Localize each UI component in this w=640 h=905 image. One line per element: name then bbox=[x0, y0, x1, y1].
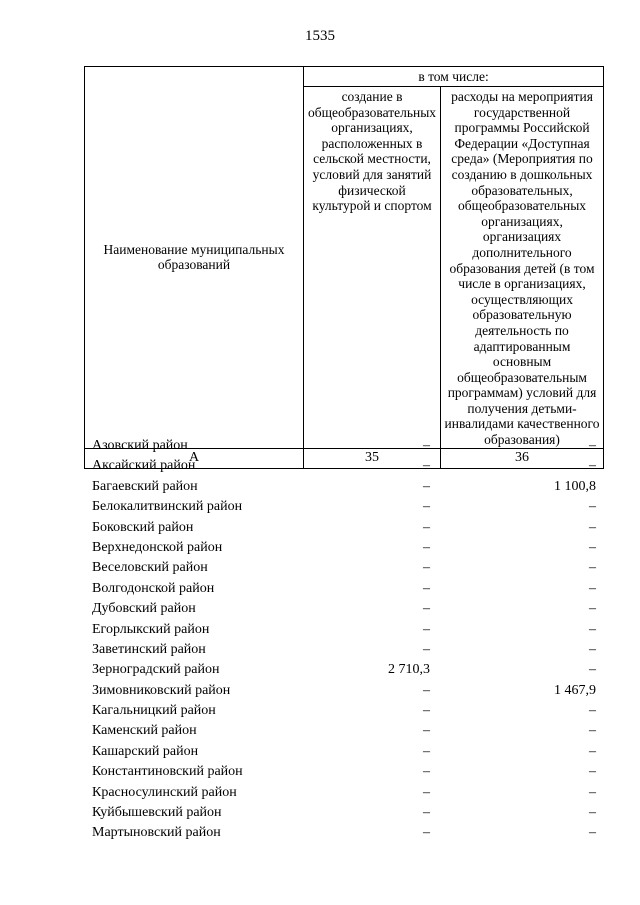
table-body bbox=[84, 436, 598, 844]
table-row bbox=[84, 477, 598, 497]
value-col-36: – bbox=[589, 743, 596, 759]
value-col-35: – bbox=[423, 458, 430, 474]
table-row bbox=[84, 783, 598, 803]
value-col-36: – bbox=[589, 805, 596, 821]
municipality-name: Куйбышевский район bbox=[92, 805, 222, 821]
table-row bbox=[84, 579, 598, 599]
value-col-36: – bbox=[589, 438, 596, 453]
header-col-36-description: расходы на мероприятия государственной программы Российской Федерации «Доступная среда» (Мероприятия по созданию в дошкольных образовательных, общеобразовательных организациях, организациях дополнительного образования детей (в том числе в организациях, осуществляющих образовательную деятельность по адаптированным основным общеобразовательным программам) условий для получения детьми-инвалидами качественного образования) bbox=[441, 87, 604, 449]
value-col-36: – bbox=[589, 784, 596, 800]
table-row bbox=[84, 558, 598, 578]
value-col-35: – bbox=[423, 825, 430, 841]
municipality-name: Веселовский район bbox=[92, 560, 208, 576]
header-including: в том числе: bbox=[304, 67, 604, 87]
value-col-36: – bbox=[589, 662, 596, 678]
header-col-35-description: создание в общеобразовательных организациях, расположенных в сельской местности, условий для занятий физической культурой и спортом bbox=[304, 87, 441, 449]
municipality-name: Заветинский район bbox=[92, 641, 206, 657]
table-row bbox=[84, 721, 598, 741]
value-col-35: – bbox=[423, 621, 430, 637]
header-col-35-number: 35 bbox=[304, 448, 441, 468]
value-col-36: – bbox=[589, 499, 596, 515]
municipality-name: Егорлыкский район bbox=[92, 621, 210, 637]
table-row bbox=[84, 599, 598, 619]
value-col-35: – bbox=[423, 764, 430, 780]
table-row bbox=[84, 538, 598, 558]
municipality-name: Белокалитвинский район bbox=[92, 499, 243, 515]
header-col-a-number: А bbox=[85, 448, 304, 468]
table-row bbox=[84, 620, 598, 640]
value-col-35: 2 710,3 bbox=[388, 662, 430, 678]
table-header bbox=[84, 66, 604, 469]
value-col-36: – bbox=[589, 825, 596, 841]
table-row bbox=[84, 803, 598, 823]
value-col-36: – bbox=[589, 601, 596, 617]
value-col-36: – bbox=[589, 723, 596, 739]
value-col-36: – bbox=[589, 703, 596, 719]
value-col-35: – bbox=[423, 743, 430, 759]
value-col-36: – bbox=[589, 621, 596, 637]
value-col-36: – bbox=[589, 519, 596, 535]
value-col-36: – bbox=[589, 539, 596, 555]
municipality-name: Каменский район bbox=[92, 723, 197, 739]
municipality-name: Зимовниковский район bbox=[92, 682, 231, 698]
value-col-35: – bbox=[423, 703, 430, 719]
table-row bbox=[84, 742, 598, 762]
value-col-35: – bbox=[423, 499, 430, 515]
value-col-35: – bbox=[423, 560, 430, 576]
value-col-36: – bbox=[589, 580, 596, 596]
table-row bbox=[84, 762, 598, 782]
value-col-35: – bbox=[423, 580, 430, 596]
municipality-name: Азовский район bbox=[92, 438, 188, 453]
municipality-name: Мартыновский район bbox=[92, 825, 221, 841]
table-row bbox=[84, 823, 598, 843]
value-col-35: – bbox=[423, 601, 430, 617]
value-col-35: – bbox=[423, 539, 430, 555]
value-col-36: – bbox=[589, 458, 596, 474]
value-col-36: – bbox=[589, 641, 596, 657]
table-row bbox=[84, 518, 598, 538]
table-row bbox=[84, 497, 598, 517]
municipality-name: Зерноградский район bbox=[92, 662, 220, 678]
municipality-name: Боковский район bbox=[92, 519, 194, 535]
value-col-36: – bbox=[589, 764, 596, 780]
table-row bbox=[84, 436, 598, 456]
value-col-35: – bbox=[423, 805, 430, 821]
table-row bbox=[84, 701, 598, 721]
value-col-35: – bbox=[423, 438, 430, 453]
page-number: 1535 bbox=[305, 28, 335, 44]
municipality-name: Багаевский район bbox=[92, 478, 198, 494]
header-col-36-number: 36 bbox=[441, 448, 604, 468]
table-row bbox=[84, 660, 598, 680]
municipality-name: Константиновский район bbox=[92, 764, 243, 780]
header-name-column bbox=[85, 67, 304, 449]
value-col-35: – bbox=[423, 478, 430, 494]
value-col-36: – bbox=[589, 560, 596, 576]
value-col-36: 1 100,8 bbox=[554, 478, 596, 494]
value-col-35: – bbox=[423, 784, 430, 800]
header-name-label: Наименование муниципальных образований bbox=[103, 241, 285, 273]
municipality-name: Кашарский район bbox=[92, 743, 199, 759]
municipality-name: Верхнедонской район bbox=[92, 539, 223, 555]
value-col-35: – bbox=[423, 682, 430, 698]
table-row bbox=[84, 681, 598, 701]
municipality-name: Дубовский район bbox=[92, 601, 196, 617]
municipality-name: Красносулинский район bbox=[92, 784, 237, 800]
municipality-name: Кагальницкий район bbox=[92, 703, 216, 719]
value-col-35: – bbox=[423, 519, 430, 535]
municipality-name: Волгодонской район bbox=[92, 580, 215, 596]
value-col-36: 1 467,9 bbox=[554, 682, 596, 698]
value-col-35: – bbox=[423, 641, 430, 657]
table-row bbox=[84, 640, 598, 660]
table-row bbox=[84, 456, 598, 476]
municipality-name: Аксайский район bbox=[92, 458, 196, 474]
value-col-35: – bbox=[423, 723, 430, 739]
